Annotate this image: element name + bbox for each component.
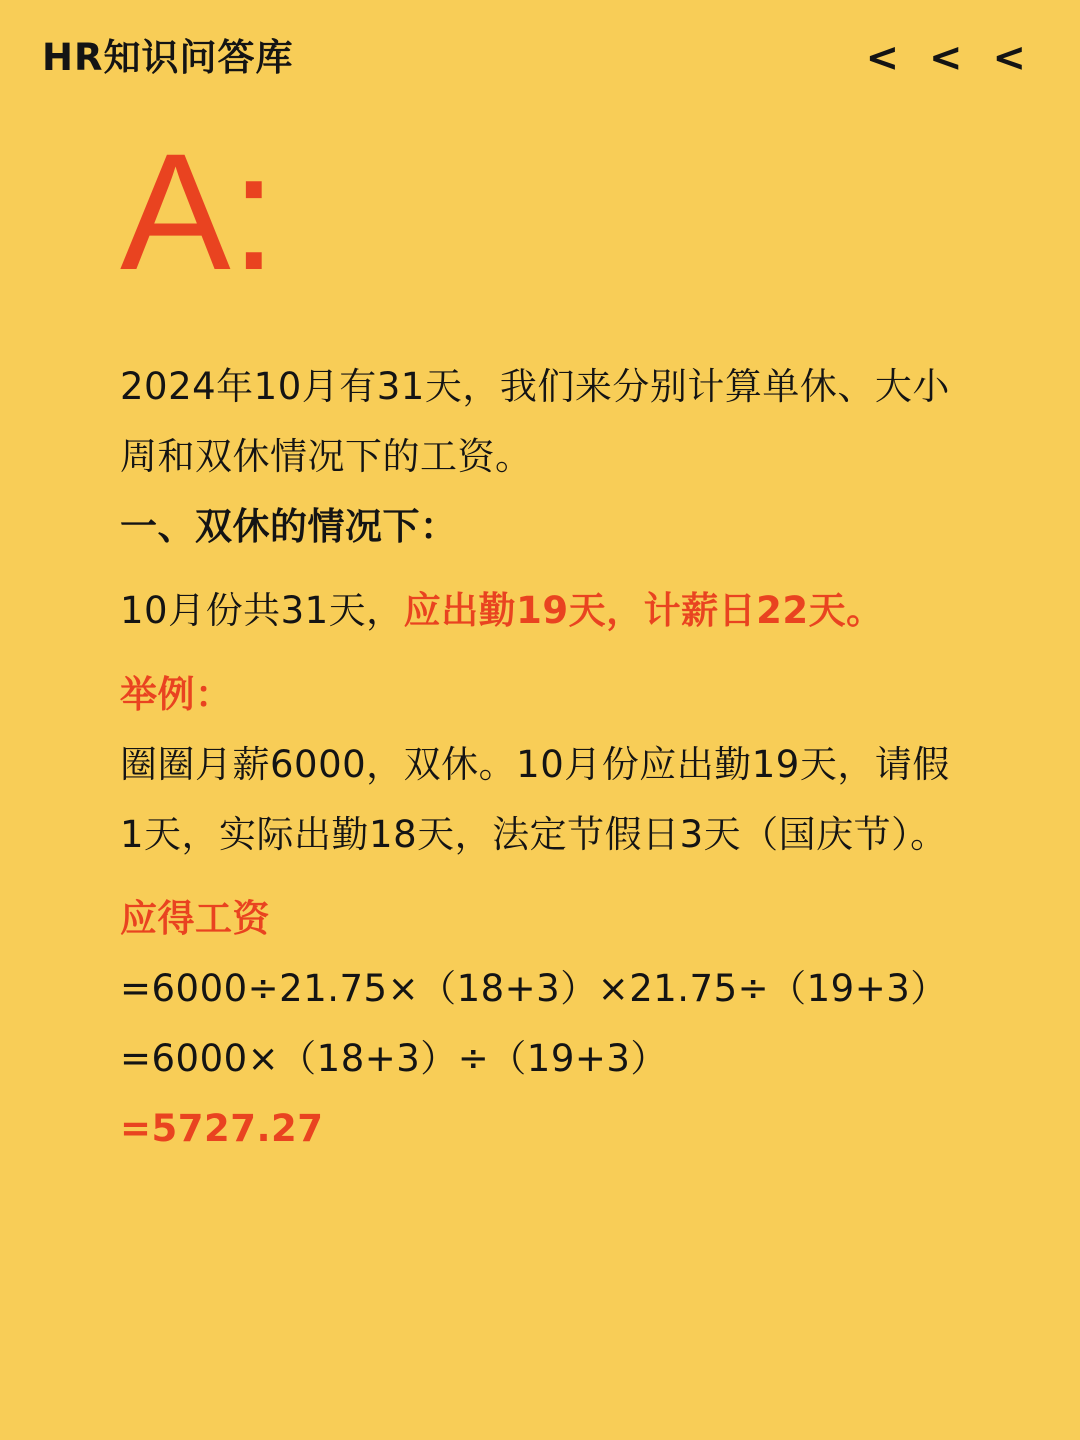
salary-label: 应得工资	[120, 897, 270, 940]
salary-result: =5727.27	[120, 1107, 324, 1150]
summary-highlight: 应出勤19天，计薪日22天。	[403, 589, 884, 632]
summary-plain: 10月份共31天，	[120, 589, 404, 632]
example-text: 圈圈月薪6000，双休。10月份应出勤19天，请假1天，实际出勤18天，法定节假日3天（国庆节）。	[120, 743, 950, 856]
summary-line	[120, 576, 970, 646]
salary-formula-1: =6000÷21.75×（18+3）×21.75÷（19+3）	[120, 967, 948, 1010]
example-label: 举例：	[120, 673, 233, 716]
salary-formula-2: =6000×（18+3）÷（19+3）	[120, 1037, 668, 1080]
answer-content	[120, 352, 970, 1164]
intro-paragraph: 2024年10月有31天，我们来分别计算单休、大小周和双休情况下的工资。	[120, 365, 950, 478]
answer-mark: A:	[120, 120, 277, 305]
back-arrows-icon[interactable]: < < <	[865, 35, 1034, 81]
section-heading: 一、双休的情况下：	[120, 505, 458, 548]
page-title: HR知识问答库	[42, 36, 294, 79]
